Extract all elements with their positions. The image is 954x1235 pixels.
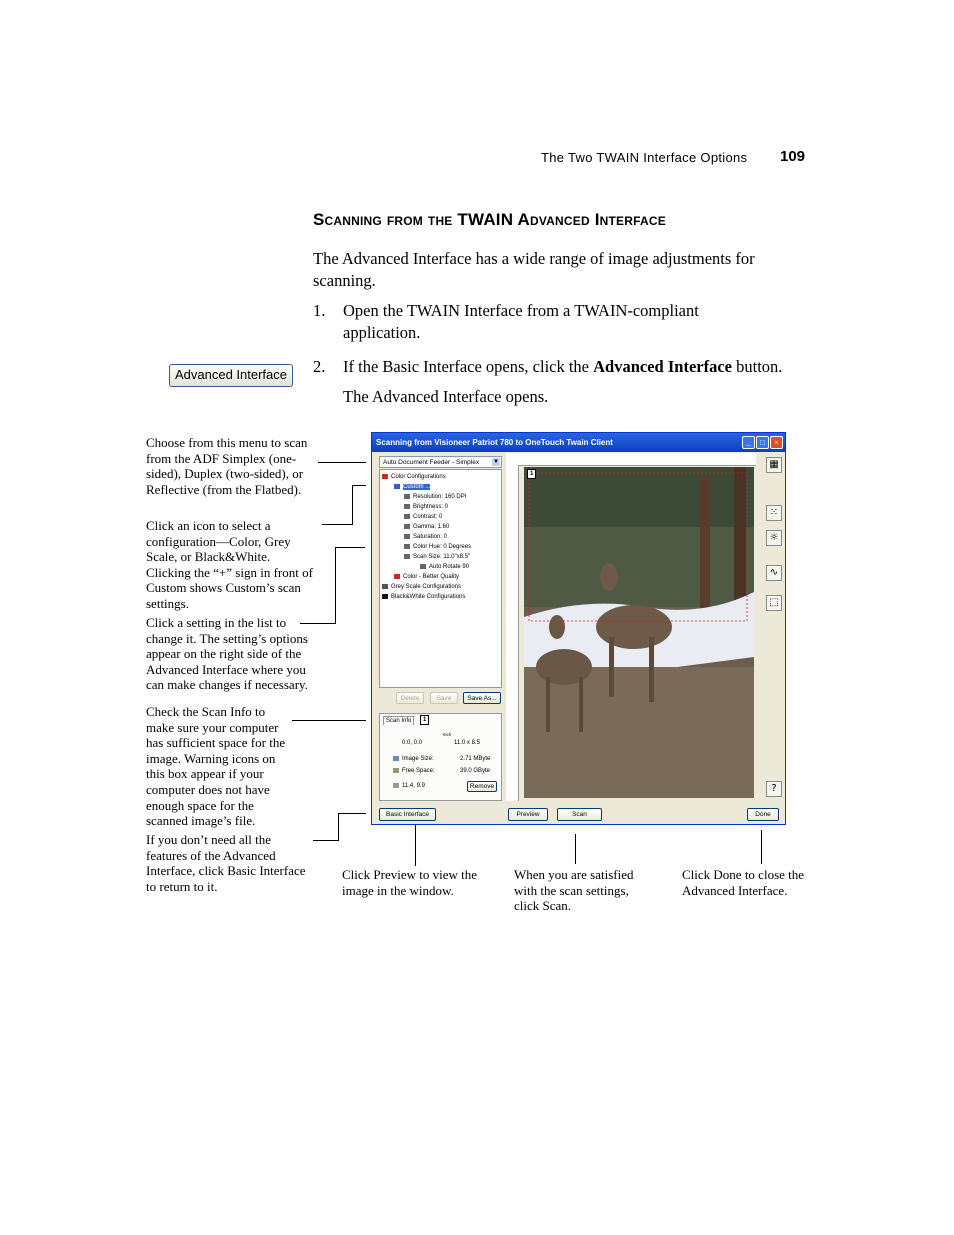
callout-scan: When you are satisfied with the scan settings, click Scan. bbox=[514, 867, 634, 914]
disk-icon bbox=[393, 768, 399, 773]
page-tab-badge[interactable]: 1 bbox=[420, 715, 429, 725]
leader-line-basic-h bbox=[313, 840, 339, 841]
tree-item-icon bbox=[420, 564, 426, 569]
callout-done: Click Done to close the Advanced Interface. bbox=[682, 867, 805, 898]
vertical-ruler bbox=[506, 465, 519, 801]
free-space-row bbox=[393, 767, 435, 775]
save-button[interactable]: Save bbox=[430, 692, 458, 704]
help-icon[interactable]: ? bbox=[766, 781, 782, 797]
tree-item-label: Black&White Configurations bbox=[391, 594, 466, 600]
tree-item-icon bbox=[382, 584, 388, 589]
leader-line-icon-v bbox=[352, 485, 353, 525]
scan-info-panel bbox=[379, 713, 502, 801]
tree-item-label: Scan Size: 11.0"x8.5" bbox=[413, 554, 471, 560]
tree-saturation[interactable] bbox=[404, 533, 447, 541]
tab-scan-info[interactable]: Scan Info bbox=[383, 716, 414, 725]
running-header: The Two TWAIN Interface Options bbox=[541, 150, 748, 165]
scan-unit: inch bbox=[443, 732, 452, 737]
image-size-icon bbox=[393, 756, 399, 761]
tree-item-label: Gamma: 1.60 bbox=[413, 524, 450, 530]
page-number: 109 bbox=[780, 148, 806, 165]
close-icon[interactable]: × bbox=[770, 436, 783, 449]
tree-resolution[interactable] bbox=[404, 493, 466, 501]
tree-black-white-configurations[interactable] bbox=[382, 593, 465, 601]
preview-button[interactable]: Preview bbox=[508, 808, 548, 821]
scan-button[interactable]: Scan bbox=[557, 808, 602, 821]
source-select-value: Auto Document Feeder - Simplex bbox=[383, 459, 480, 466]
callout-icon: Click an icon to select a configuration—Color, Grey Scale, or Black&White. Clicking the “+” sign in front of Custom shows Custom’s scan settings. bbox=[146, 518, 313, 611]
tree-grey-scale-configurations[interactable] bbox=[382, 583, 461, 591]
twain-advanced-window bbox=[371, 432, 786, 825]
window-titlebar bbox=[372, 433, 785, 452]
tree-item-icon bbox=[404, 554, 410, 559]
scan-size-icon[interactable]: ⬚ bbox=[766, 595, 782, 611]
tree-color-hue[interactable] bbox=[404, 543, 471, 551]
callout-scaninfo: Check the Scan Info to make sure your computer has sufficient space for the image. Warning icons on this box appear if your computer does not have enough space for the scanned image’s file. bbox=[146, 704, 286, 829]
step-2-text bbox=[343, 356, 813, 378]
delete-button[interactable]: Delete bbox=[396, 692, 424, 704]
tree-item-label: Auto Rotate 90 bbox=[429, 564, 470, 570]
tree-item-icon bbox=[394, 484, 400, 489]
source-select[interactable] bbox=[379, 456, 502, 468]
tree-item-label: Custom ... bbox=[403, 484, 431, 490]
tree-item-icon bbox=[404, 494, 410, 499]
section-title: Scanning from the TWAIN Advanced Interface bbox=[313, 210, 666, 229]
free-space-label: Free Space: bbox=[402, 768, 435, 774]
crosshair-icon bbox=[393, 783, 399, 788]
scan-origin: 0.0, 0.0 bbox=[402, 740, 423, 746]
maximize-icon[interactable]: □ bbox=[756, 436, 769, 449]
tree-item-label: Resolution: 160 DPI bbox=[413, 494, 467, 500]
tree-item-label: Brightness: 0 bbox=[413, 504, 449, 510]
tree-item-icon bbox=[404, 524, 410, 529]
done-button[interactable]: Done bbox=[747, 808, 779, 821]
tree-custom[interactable] bbox=[394, 483, 430, 491]
resolution-icon[interactable]: ⁙ bbox=[766, 505, 782, 521]
tree-item-label: Grey Scale Configurations bbox=[391, 584, 462, 590]
horizontal-ruler bbox=[506, 453, 756, 466]
step-2-text-end: button. bbox=[732, 357, 783, 376]
tree-item-icon bbox=[382, 594, 388, 599]
tree-color-configurations[interactable] bbox=[382, 473, 446, 481]
curve-icon[interactable]: ∿ bbox=[766, 565, 782, 581]
tree-item-label: Color - Better Quality bbox=[403, 574, 460, 580]
window-title: Scanning from Visioneer Patriot 780 to OneTouch Twain Client bbox=[376, 438, 613, 447]
tree-auto-rotate[interactable] bbox=[420, 563, 469, 571]
leader-line-basic-h2 bbox=[338, 813, 366, 814]
step-2-text-start: If the Basic Interface opens, click the bbox=[343, 357, 594, 376]
step-1-number: 1. bbox=[313, 301, 326, 320]
tree-item-icon bbox=[404, 544, 410, 549]
cursor-coords bbox=[393, 782, 425, 790]
tree-scan-size[interactable] bbox=[404, 553, 470, 561]
leader-line-scaninfo bbox=[292, 720, 366, 721]
leader-line-setting-h2 bbox=[335, 547, 365, 548]
callout-setting: Click a setting in the list to change it. The setting’s options appear on the right side of the Advanced Interface where you can make changes if necessary. bbox=[146, 615, 308, 693]
tree-item-icon bbox=[404, 534, 410, 539]
leader-line-setting-h bbox=[300, 623, 336, 624]
tree-item-icon bbox=[404, 504, 410, 509]
chevron-down-icon[interactable]: ▼ bbox=[493, 459, 499, 465]
leader-line-preview bbox=[415, 822, 416, 866]
callout-basic: If you don’t need all the features of the Advanced Interface, click Basic Interface to return to it. bbox=[146, 832, 306, 894]
leader-line-scan bbox=[575, 834, 576, 864]
step-2-bold: Advanced Interface bbox=[593, 357, 732, 376]
tree-item-label: Color Configurations bbox=[391, 474, 446, 480]
intro-paragraph: The Advanced Interface has a wide range of image adjustments for scanning. bbox=[313, 249, 755, 290]
tree-item-label: Color Hue: 0 Degrees bbox=[413, 544, 472, 550]
preview-page-badge: 1 bbox=[527, 469, 536, 479]
step-2-number: 2. bbox=[313, 357, 326, 376]
callout-preview: Click Preview to view the image in the window. bbox=[342, 867, 478, 898]
tree-gamma[interactable] bbox=[404, 523, 449, 531]
minimize-icon[interactable]: _ bbox=[742, 436, 755, 449]
tree-item-label: Contrast: 0 bbox=[413, 514, 443, 520]
advanced-interface-button-illustration: Advanced Interface bbox=[169, 364, 293, 387]
tree-contrast[interactable] bbox=[404, 513, 442, 521]
settings-icon[interactable]: ▦ bbox=[766, 457, 782, 473]
tree-item-icon bbox=[394, 574, 400, 579]
leader-line-icon-h2 bbox=[352, 485, 366, 486]
result-text: The Advanced Interface opens. bbox=[343, 387, 549, 406]
callout-menu: Choose from this menu to scan from the ADF Simplex (one-sided), Duplex (two-sided), or Reflective (from the Flatbed). bbox=[146, 435, 308, 497]
leader-line-setting-v bbox=[335, 547, 336, 624]
basic-interface-button[interactable]: Basic Interface bbox=[379, 808, 436, 821]
tree-item-label: Saturation: 0 bbox=[413, 534, 448, 540]
tree-item-icon bbox=[382, 474, 388, 479]
scan-size: 11.0 x 8.5 bbox=[454, 740, 480, 746]
tree-item-icon bbox=[404, 514, 410, 519]
cursor-coords-value: 11.4, 9.9 bbox=[402, 783, 425, 789]
image-size-label: Image Size: bbox=[402, 756, 434, 762]
leader-line-icon-h bbox=[322, 524, 353, 525]
tree-color-better-quality[interactable] bbox=[394, 573, 459, 581]
configuration-tree[interactable] bbox=[379, 469, 502, 688]
deer-photo-illustration bbox=[524, 467, 754, 798]
leader-line-done bbox=[761, 830, 762, 864]
tree-brightness[interactable] bbox=[404, 503, 448, 511]
image-size-row bbox=[393, 755, 434, 763]
free-space-value: 39.0 GByte bbox=[460, 768, 491, 774]
leader-line-menu bbox=[318, 462, 366, 463]
remove-button[interactable]: Remove bbox=[467, 781, 497, 792]
step-1-text: Open the TWAIN Interface from a TWAIN-compliant application. bbox=[343, 301, 699, 342]
save-as-button[interactable]: Save As... bbox=[463, 692, 501, 704]
image-size-value: 2.71 MByte bbox=[460, 756, 491, 762]
leader-line-basic-v bbox=[338, 813, 339, 841]
brightness-icon[interactable]: ☼ bbox=[766, 530, 782, 546]
preview-image[interactable] bbox=[524, 467, 754, 798]
